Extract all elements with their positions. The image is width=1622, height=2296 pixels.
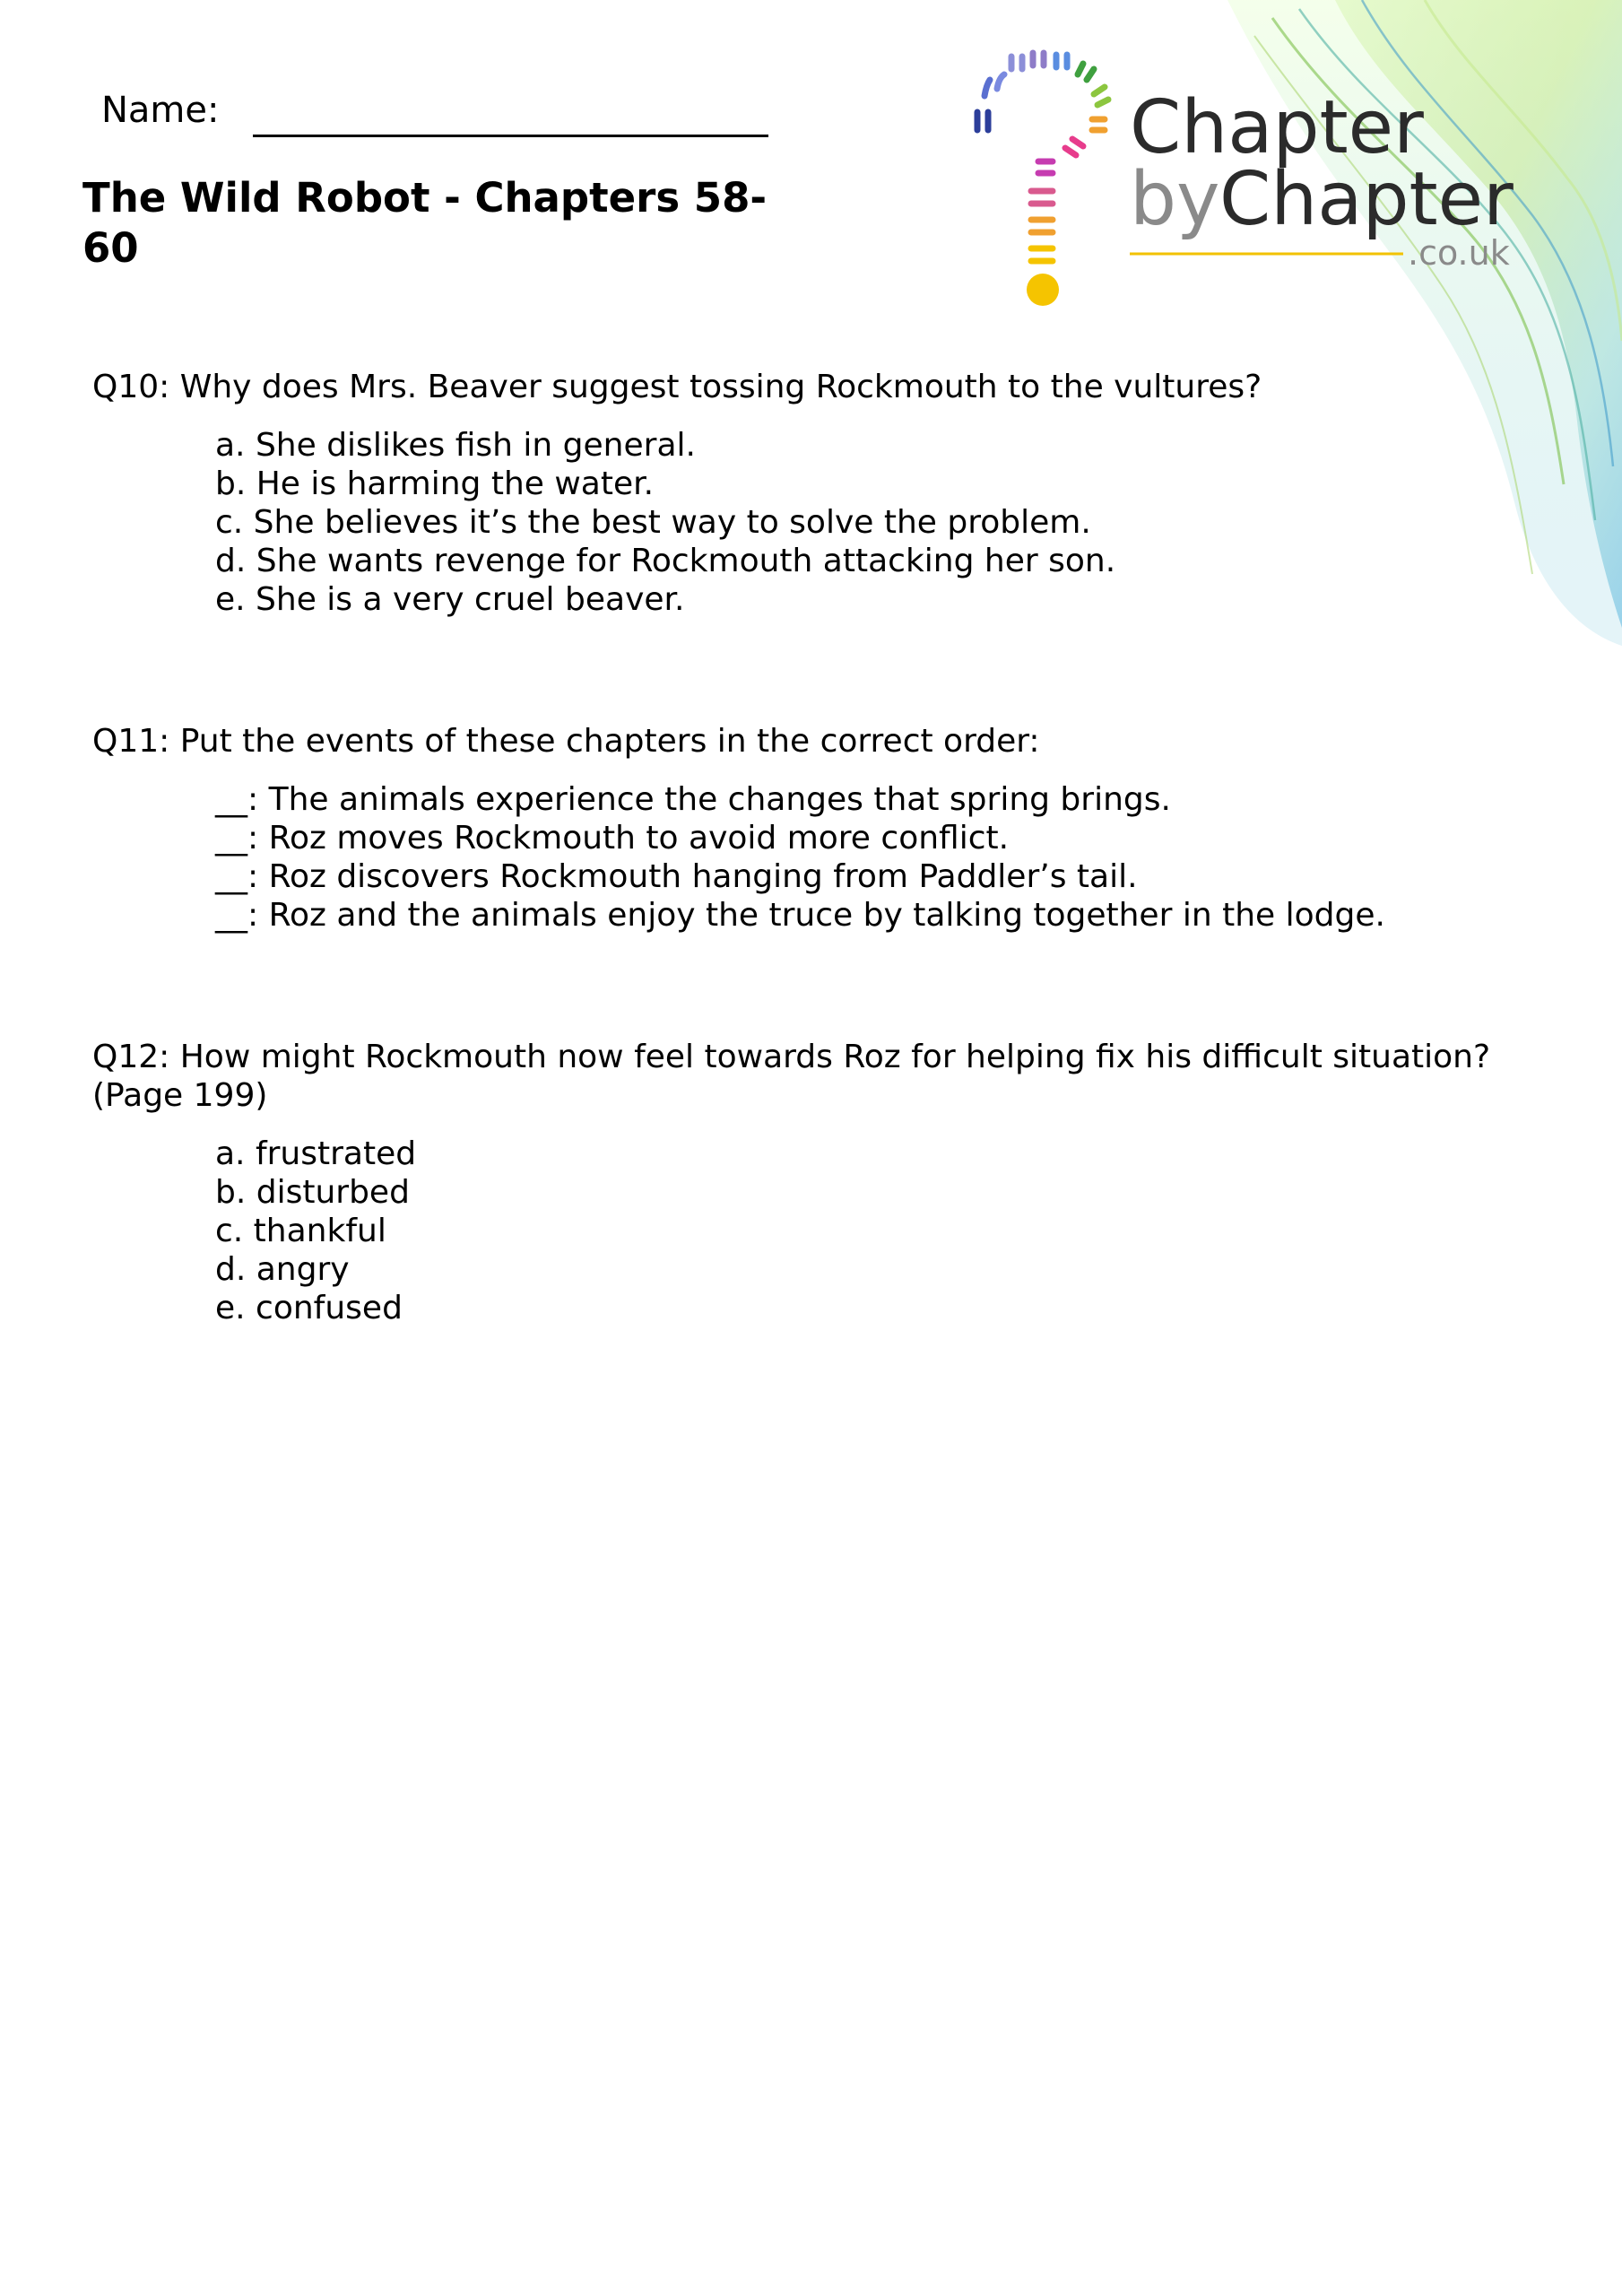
answer-options (215, 426, 1527, 619)
answer-option: e. She is a very cruel beaver. (215, 581, 685, 618)
chapter-by-chapter-logo (959, 49, 1551, 318)
question-10 (92, 368, 1527, 619)
question-text: Q12: How might Rockmouth now feel towards Roz for helping fix his difficult situation? (Page 199) (92, 1039, 1491, 1114)
question-12 (92, 1038, 1527, 1327)
question-mark-books-icon (977, 53, 1108, 306)
answer-option: a. She dislikes fish in general. (215, 427, 696, 464)
answer-option: b. disturbed (215, 1174, 410, 1211)
answer-option: b. He is harming the water. (215, 465, 655, 502)
name-write-line[interactable] (253, 135, 768, 137)
name-field (101, 90, 219, 131)
answer-option: e. confused (215, 1290, 403, 1326)
ordering-item: __: Roz moves Rockmouth to avoid more conflict. (215, 820, 1010, 857)
answer-option: c. She believes it’s the best way to solve the problem. (215, 504, 1091, 541)
answer-options (215, 1135, 1527, 1327)
answer-option: d. She wants revenge for Rockmouth attacking her son. (215, 543, 1116, 579)
page-title: The Wild Robot - Chapters 58-60 (82, 174, 768, 272)
answer-option: c. thankful (215, 1213, 386, 1249)
logo-domain: .co.uk (1408, 233, 1510, 273)
answer-option: d. angry (215, 1251, 350, 1288)
logo-word-chapter: Chapter (1130, 85, 1424, 170)
ordering-item: __: Roz discovers Rockmouth hanging from Paddler’s tail. (215, 858, 1138, 895)
ordering-items (215, 780, 1527, 935)
logo-word-chapter-2: Chapter (1219, 157, 1514, 242)
question-11 (92, 722, 1527, 935)
ordering-item: __: Roz and the animals enjoy the truce by talking together in the lodge. (215, 897, 1385, 934)
logo-word-by: by (1130, 157, 1220, 242)
name-label: Name: (101, 90, 220, 131)
question-text: Q10: Why does Mrs. Beaver suggest tossing Rockmouth to the vultures? (92, 369, 1262, 405)
answer-option: a. frustrated (215, 1135, 417, 1172)
ordering-item: __: The animals experience the changes that spring brings. (215, 781, 1171, 818)
question-text: Q11: Put the events of these chapters in the correct order: (92, 723, 1040, 760)
